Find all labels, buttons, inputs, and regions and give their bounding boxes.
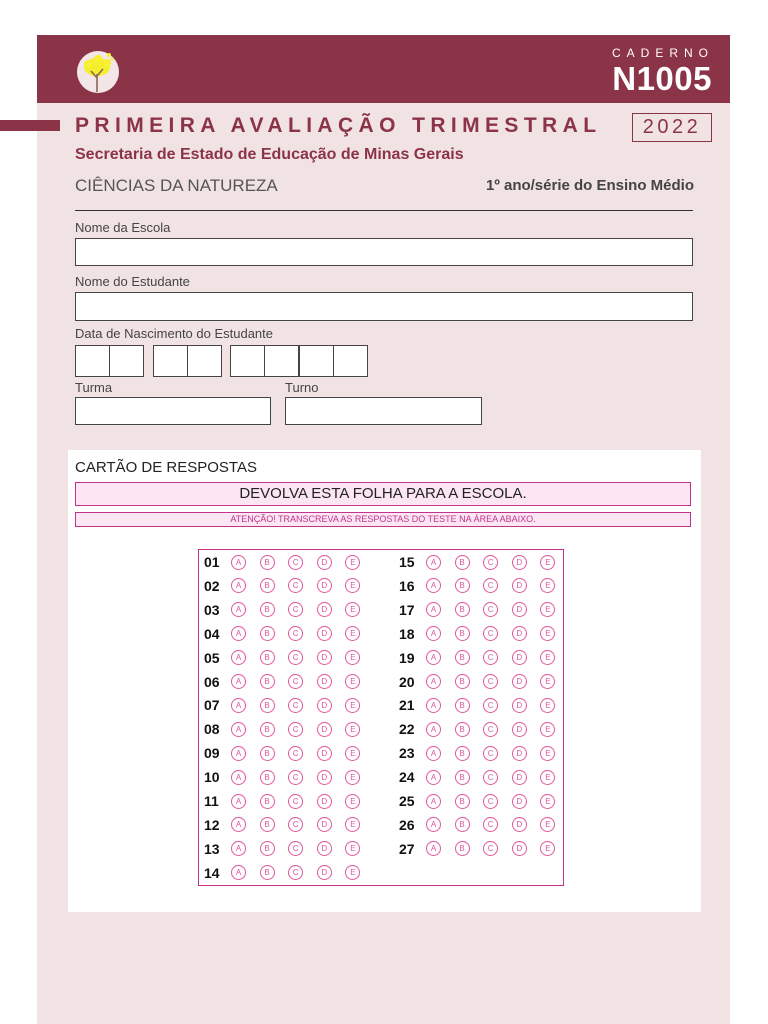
answer-bubble-d[interactable]: D	[512, 626, 527, 641]
year-badge: 2022	[632, 113, 712, 142]
answer-bubble-e[interactable]: E	[540, 817, 555, 832]
question-number: 13	[204, 840, 220, 857]
answer-bubble-a[interactable]: A	[426, 722, 441, 737]
answer-bubble-b[interactable]: B	[260, 746, 275, 761]
answer-bubble-c[interactable]: C	[483, 698, 498, 713]
answer-bubble-c[interactable]: C	[483, 626, 498, 641]
answer-bubble-b[interactable]: B	[260, 817, 275, 832]
birth-year-digit-2[interactable]	[264, 345, 299, 377]
answer-bubble-c[interactable]: C	[288, 674, 303, 689]
question-number: 24	[399, 769, 415, 786]
answer-bubble-a[interactable]: A	[426, 602, 441, 617]
answer-bubble-b[interactable]: B	[455, 841, 470, 856]
secretaria-subtitle: Secretaria de Estado de Educação de Minas Gerais	[75, 146, 464, 163]
answer-bubble-c[interactable]: C	[288, 817, 303, 832]
answer-row	[204, 672, 374, 692]
question-number: 04	[204, 625, 220, 642]
answer-row	[204, 719, 374, 739]
answer-bubble-b[interactable]: B	[455, 555, 470, 570]
answer-bubble-e[interactable]: E	[345, 602, 360, 617]
answer-bubble-b[interactable]: B	[455, 698, 470, 713]
answer-bubble-b[interactable]: B	[260, 578, 275, 593]
answer-bubble-b[interactable]: B	[260, 770, 275, 785]
answer-bubble-b[interactable]: B	[455, 578, 470, 593]
answer-bubble-a[interactable]: A	[426, 841, 441, 856]
answer-row	[204, 863, 374, 883]
answer-bubble-b[interactable]: B	[260, 722, 275, 737]
answer-bubble-b[interactable]: B	[260, 650, 275, 665]
answer-row	[204, 695, 374, 715]
answer-bubble-d[interactable]: D	[317, 626, 332, 641]
answer-bubble-b[interactable]: B	[455, 817, 470, 832]
subject-area: CIÊNCIAS DA NATUREZA	[75, 176, 278, 195]
answer-bubble-e[interactable]: E	[540, 841, 555, 856]
page-title: PRIMEIRA AVALIAÇÃO TRIMESTRAL	[75, 114, 602, 137]
answer-bubble-d[interactable]: D	[512, 746, 527, 761]
answer-bubble-d[interactable]: D	[317, 674, 332, 689]
answer-bubble-d[interactable]: D	[317, 698, 332, 713]
answer-bubble-c[interactable]: C	[483, 602, 498, 617]
question-number: 17	[399, 601, 415, 618]
answer-bubble-a[interactable]: A	[426, 578, 441, 593]
answer-bubble-a[interactable]: A	[426, 555, 441, 570]
answer-row	[204, 767, 374, 787]
answer-bubble-a[interactable]: A	[426, 817, 441, 832]
question-number: 27	[399, 840, 415, 857]
answer-bubble-b[interactable]: B	[455, 626, 470, 641]
answer-row	[399, 695, 569, 715]
question-number: 18	[399, 625, 415, 642]
question-number: 09	[204, 745, 220, 762]
answer-bubble-b[interactable]: B	[455, 602, 470, 617]
answer-row	[399, 648, 569, 668]
answer-bubble-e[interactable]: E	[345, 746, 360, 761]
question-number: 05	[204, 649, 220, 666]
answer-card-title: CARTÃO DE RESPOSTAS	[75, 459, 257, 476]
answer-bubble-a[interactable]: A	[231, 841, 246, 856]
question-number: 06	[204, 673, 220, 690]
answer-row	[399, 552, 569, 572]
answer-bubble-e[interactable]: E	[345, 578, 360, 593]
answer-bubble-a[interactable]: A	[426, 698, 441, 713]
answer-bubble-a[interactable]: A	[231, 865, 246, 880]
answer-bubble-e[interactable]: E	[345, 722, 360, 737]
turno-label: Turno	[285, 380, 319, 395]
answer-bubble-d[interactable]: D	[512, 578, 527, 593]
answer-bubble-e[interactable]: E	[345, 555, 360, 570]
question-number: 07	[204, 697, 220, 714]
answer-row	[204, 743, 374, 763]
answer-bubble-e[interactable]: E	[540, 602, 555, 617]
answer-bubble-c[interactable]: C	[483, 555, 498, 570]
answer-bubble-c[interactable]: C	[483, 794, 498, 809]
answer-bubble-d[interactable]: D	[317, 770, 332, 785]
answer-bubble-b[interactable]: B	[260, 698, 275, 713]
answer-bubble-e[interactable]: E	[540, 722, 555, 737]
answer-bubble-c[interactable]: C	[483, 746, 498, 761]
answer-bubble-b[interactable]: B	[455, 650, 470, 665]
answer-bubble-d[interactable]: D	[317, 865, 332, 880]
school-name-label: Nome da Escola	[75, 220, 171, 235]
answer-row	[399, 576, 569, 596]
answer-bubble-b[interactable]: B	[455, 794, 470, 809]
question-number: 21	[399, 697, 415, 714]
answer-row	[204, 552, 374, 572]
answer-bubble-d[interactable]: D	[512, 722, 527, 737]
answer-row	[204, 624, 374, 644]
answer-bubble-b[interactable]: B	[455, 746, 470, 761]
question-number: 22	[399, 721, 415, 738]
birth-month-digit-2[interactable]	[187, 345, 222, 377]
answer-bubble-c[interactable]: C	[288, 555, 303, 570]
birth-day-digit-1[interactable]	[75, 345, 110, 377]
answer-bubble-d[interactable]: D	[317, 794, 332, 809]
answer-bubble-e[interactable]: E	[345, 650, 360, 665]
answer-bubble-a[interactable]: A	[231, 817, 246, 832]
answer-bubble-b[interactable]: B	[455, 770, 470, 785]
answer-bubble-b[interactable]: B	[260, 865, 275, 880]
answer-bubble-c[interactable]: C	[483, 650, 498, 665]
answer-bubble-a[interactable]: A	[231, 698, 246, 713]
answer-bubble-c[interactable]: C	[483, 770, 498, 785]
yellow-tree-logo-icon	[76, 50, 120, 94]
birth-year-digit-3[interactable]	[299, 345, 334, 377]
return-notice: DEVOLVA ESTA FOLHA PARA A ESCOLA.	[75, 482, 691, 506]
answer-bubble-e[interactable]: E	[345, 626, 360, 641]
turma-field[interactable]	[75, 397, 271, 425]
answer-bubble-d[interactable]: D	[317, 841, 332, 856]
answer-bubble-c[interactable]: C	[483, 841, 498, 856]
birth-year-digit-1[interactable]	[230, 345, 265, 377]
answer-bubble-d[interactable]: D	[317, 555, 332, 570]
question-number: 08	[204, 721, 220, 738]
answer-bubble-d[interactable]: D	[317, 817, 332, 832]
answer-bubble-c[interactable]: C	[288, 698, 303, 713]
answer-bubble-b[interactable]: B	[455, 674, 470, 689]
answer-bubble-c[interactable]: C	[483, 817, 498, 832]
answer-bubble-e[interactable]: E	[345, 770, 360, 785]
answer-bubble-d[interactable]: D	[317, 578, 332, 593]
question-number: 10	[204, 769, 220, 786]
answer-bubble-b[interactable]: B	[260, 841, 275, 856]
answer-bubble-d[interactable]: D	[512, 602, 527, 617]
question-number: 02	[204, 577, 220, 594]
answer-row	[204, 791, 374, 811]
answer-bubble-d[interactable]: D	[512, 794, 527, 809]
answer-row	[399, 815, 569, 835]
student-name-field[interactable]	[75, 292, 693, 321]
answer-row	[204, 839, 374, 859]
caderno-code: N1005	[612, 60, 712, 97]
answer-bubble-d[interactable]: D	[512, 698, 527, 713]
answer-bubble-a[interactable]: A	[231, 555, 246, 570]
answer-row	[204, 576, 374, 596]
answer-bubble-c[interactable]: C	[288, 770, 303, 785]
question-number: 03	[204, 601, 220, 618]
answer-bubble-a[interactable]: A	[426, 746, 441, 761]
answer-row	[399, 672, 569, 692]
answer-bubble-a[interactable]: A	[231, 602, 246, 617]
question-number: 25	[399, 793, 415, 809]
answer-bubble-c[interactable]: C	[288, 602, 303, 617]
answer-row	[399, 719, 569, 739]
answer-bubble-c[interactable]: C	[288, 841, 303, 856]
answer-row	[399, 743, 569, 763]
question-number: 16	[399, 577, 415, 594]
answer-row	[399, 839, 569, 859]
answer-bubble-e[interactable]: E	[345, 698, 360, 713]
answer-bubble-d[interactable]: D	[317, 602, 332, 617]
answer-bubble-a[interactable]: A	[426, 626, 441, 641]
answer-row	[204, 815, 374, 835]
answer-bubble-e[interactable]: E	[540, 746, 555, 761]
question-number: 14	[204, 864, 220, 881]
birth-day-digit-2[interactable]	[109, 345, 144, 377]
answer-bubble-c[interactable]: C	[483, 722, 498, 737]
answer-bubble-c[interactable]: C	[288, 746, 303, 761]
question-number: 12	[204, 816, 220, 833]
answer-bubble-d[interactable]: D	[317, 650, 332, 665]
answer-bubble-c[interactable]: C	[483, 674, 498, 689]
answer-bubble-b[interactable]: B	[260, 794, 275, 809]
answer-bubble-b[interactable]: B	[260, 555, 275, 570]
caderno-label: CADERNO	[611, 46, 714, 60]
answer-bubble-b[interactable]: B	[260, 674, 275, 689]
answer-row	[399, 791, 569, 811]
answer-row	[399, 767, 569, 787]
answer-bubble-a[interactable]: A	[426, 674, 441, 689]
answer-bubble-c[interactable]: C	[288, 794, 303, 809]
answer-bubble-d[interactable]: D	[512, 817, 527, 832]
grade-level: 1º ano/série do Ensino Médio	[485, 177, 694, 194]
answer-bubble-c[interactable]: C	[288, 626, 303, 641]
answer-bubble-d[interactable]: D	[317, 746, 332, 761]
answer-bubble-e[interactable]: E	[345, 817, 360, 832]
answer-bubble-a[interactable]: A	[231, 650, 246, 665]
answer-bubble-e[interactable]: E	[540, 794, 555, 809]
question-number: 11	[204, 793, 219, 809]
question-number: 15	[399, 554, 415, 570]
answer-bubble-c[interactable]: C	[288, 650, 303, 665]
school-name-field[interactable]	[75, 238, 693, 266]
answer-bubble-c[interactable]: C	[288, 865, 303, 880]
answer-bubble-e[interactable]: E	[345, 865, 360, 880]
answer-bubble-e[interactable]: E	[345, 794, 360, 809]
answer-row	[204, 648, 374, 668]
answer-bubble-d[interactable]: D	[512, 841, 527, 856]
answer-bubble-c[interactable]: C	[288, 578, 303, 593]
answer-bubble-e[interactable]: E	[540, 626, 555, 641]
answer-bubble-e[interactable]: E	[540, 674, 555, 689]
side-accent-bar	[0, 120, 60, 131]
answer-bubble-a[interactable]: A	[426, 650, 441, 665]
birth-year-digit-4[interactable]	[333, 345, 368, 377]
answer-bubble-a[interactable]: A	[231, 794, 246, 809]
question-number: 20	[399, 673, 415, 690]
answer-bubble-e[interactable]: E	[540, 698, 555, 713]
question-number: 01	[204, 554, 220, 570]
student-name-label: Nome do Estudante	[75, 274, 190, 289]
answer-bubble-a[interactable]: A	[231, 626, 246, 641]
answer-bubble-e[interactable]: E	[540, 578, 555, 593]
birth-date-label: Data de Nascimento do Estudante	[75, 326, 274, 341]
answer-row	[204, 600, 374, 620]
answer-bubble-a[interactable]: A	[231, 770, 246, 785]
attention-notice: ATENÇÃO! TRANSCREVA AS RESPOSTAS DO TESTE NA ÁREA ABAIXO.	[75, 512, 691, 527]
answer-row	[399, 624, 569, 644]
question-number: 26	[399, 816, 415, 833]
divider	[75, 210, 693, 211]
answer-row	[399, 600, 569, 620]
answer-bubble-c[interactable]: C	[483, 578, 498, 593]
answer-bubble-a[interactable]: A	[231, 674, 246, 689]
birth-month-digit-1[interactable]	[153, 345, 188, 377]
answer-bubble-d[interactable]: D	[512, 674, 527, 689]
answer-bubble-e[interactable]: E	[345, 841, 360, 856]
answer-bubble-e[interactable]: E	[540, 650, 555, 665]
answer-bubble-a[interactable]: A	[231, 578, 246, 593]
answer-bubble-b[interactable]: B	[260, 602, 275, 617]
answer-bubble-d[interactable]: D	[512, 555, 527, 570]
answer-bubble-d[interactable]: D	[512, 650, 527, 665]
answer-bubble-e[interactable]: E	[540, 770, 555, 785]
question-number: 19	[399, 649, 415, 666]
answer-bubble-a[interactable]: A	[426, 794, 441, 809]
answer-bubble-a[interactable]: A	[426, 770, 441, 785]
answer-bubble-d[interactable]: D	[317, 722, 332, 737]
answer-bubble-a[interactable]: A	[231, 722, 246, 737]
turma-label: Turma	[75, 380, 113, 395]
answer-bubble-e[interactable]: E	[345, 674, 360, 689]
answer-bubble-c[interactable]: C	[288, 722, 303, 737]
turno-field[interactable]	[285, 397, 482, 425]
answer-bubble-b[interactable]: B	[260, 626, 275, 641]
question-number: 23	[399, 745, 415, 762]
answer-bubble-d[interactable]: D	[512, 770, 527, 785]
answer-bubble-e[interactable]: E	[540, 555, 555, 570]
answer-bubble-b[interactable]: B	[455, 722, 470, 737]
answer-bubble-a[interactable]: A	[231, 746, 246, 761]
